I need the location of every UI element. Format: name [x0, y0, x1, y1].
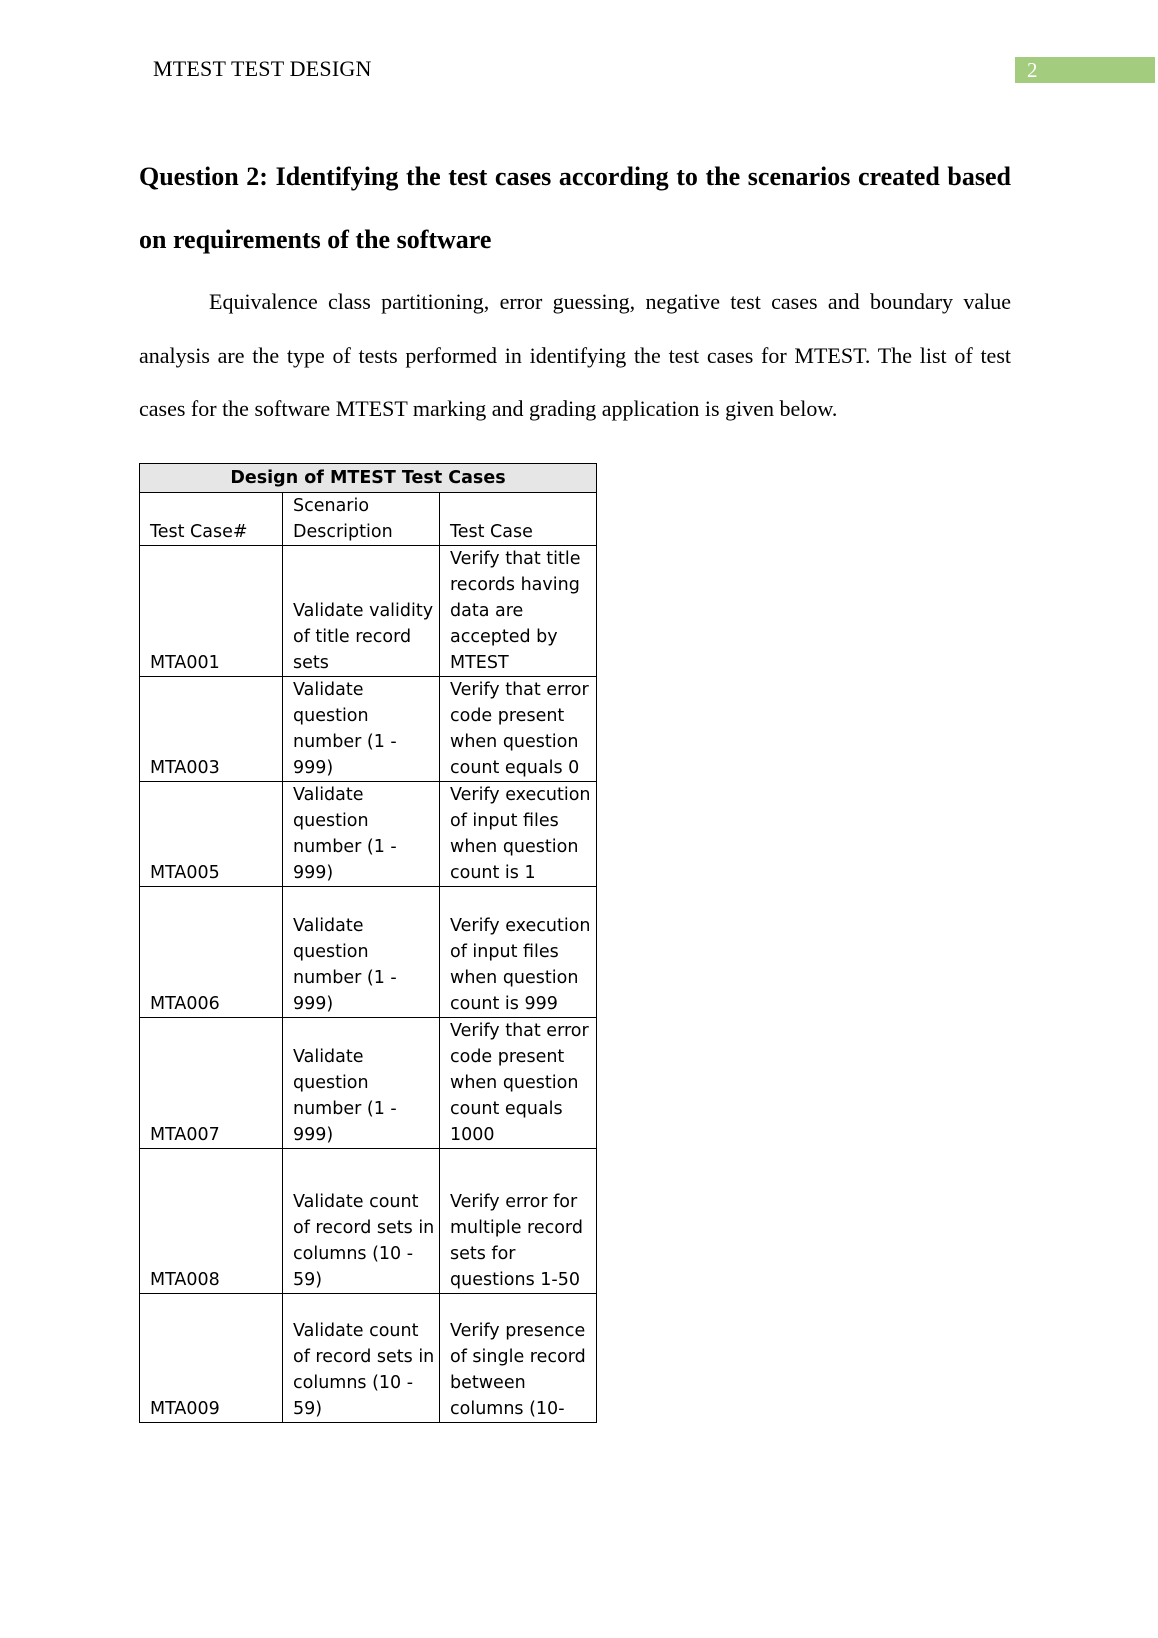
scenario-description: Validate question number (1 - 999)	[283, 1018, 440, 1149]
scenario-description: Validate question number (1 - 999)	[283, 887, 440, 1018]
table-row	[140, 1018, 597, 1149]
header-scenario-description: Scenario Description	[283, 493, 440, 546]
test-case-text: Verify that error code present when question count equals 1000	[440, 1018, 597, 1149]
scenario-description: Validate count of record sets in columns (10 - 59)	[283, 1294, 440, 1423]
test-cases-table	[139, 463, 597, 1423]
table-row	[140, 887, 597, 1018]
test-case-text: Verify presence of single record between columns (10-	[440, 1294, 597, 1423]
test-case-text: Verify error for multiple record sets for questions 1-50	[440, 1149, 597, 1294]
test-case-id: MTA005	[140, 782, 283, 887]
page-number: 2	[1015, 57, 1155, 83]
test-case-id: MTA001	[140, 546, 283, 677]
test-case-id: MTA006	[140, 887, 283, 1018]
test-case-id: MTA009	[140, 1294, 283, 1423]
test-case-text: Verify that title records having data are accepted by MTEST	[440, 546, 597, 677]
test-case-id: MTA008	[140, 1149, 283, 1294]
table-row	[140, 782, 597, 887]
test-case-text: Verify execution of input files when question count is 1	[440, 782, 597, 887]
scenario-description: Validate count of record sets in columns (10 - 59)	[283, 1149, 440, 1294]
header-test-case-id: Test Case#	[140, 493, 283, 546]
test-case-text: Verify execution of input files when question count is 999	[440, 887, 597, 1018]
scenario-description: Validate validity of title record sets	[283, 546, 440, 677]
table-header-row	[140, 493, 597, 546]
question-heading: Question 2: Identifying the test cases according to the scenarios created based on requirements of the software	[139, 162, 1011, 254]
test-case-id: MTA003	[140, 677, 283, 782]
table-row	[140, 677, 597, 782]
running-header-title: MTEST TEST DESIGN	[153, 56, 372, 81]
table-row	[140, 1149, 597, 1294]
table-row	[140, 1294, 597, 1423]
intro-paragraph	[139, 275, 1011, 436]
table-title: Design of MTEST Test Cases	[140, 464, 597, 493]
test-case-text: Verify that error code present when question count equals 0	[440, 677, 597, 782]
scenario-description: Validate question number (1 - 999)	[283, 677, 440, 782]
scenario-description: Validate question number (1 - 999)	[283, 782, 440, 887]
header-test-case: Test Case	[440, 493, 597, 546]
table-row	[140, 546, 597, 677]
intro-paragraph-text: Equivalence class partitioning, error guessing, negative test cases and boundary value analysis are the type of tests performed in identifying the test cases for MTEST. The list of test cases for the software MTEST marking and grading application is given below.	[139, 289, 1011, 421]
test-case-id: MTA007	[140, 1018, 283, 1149]
